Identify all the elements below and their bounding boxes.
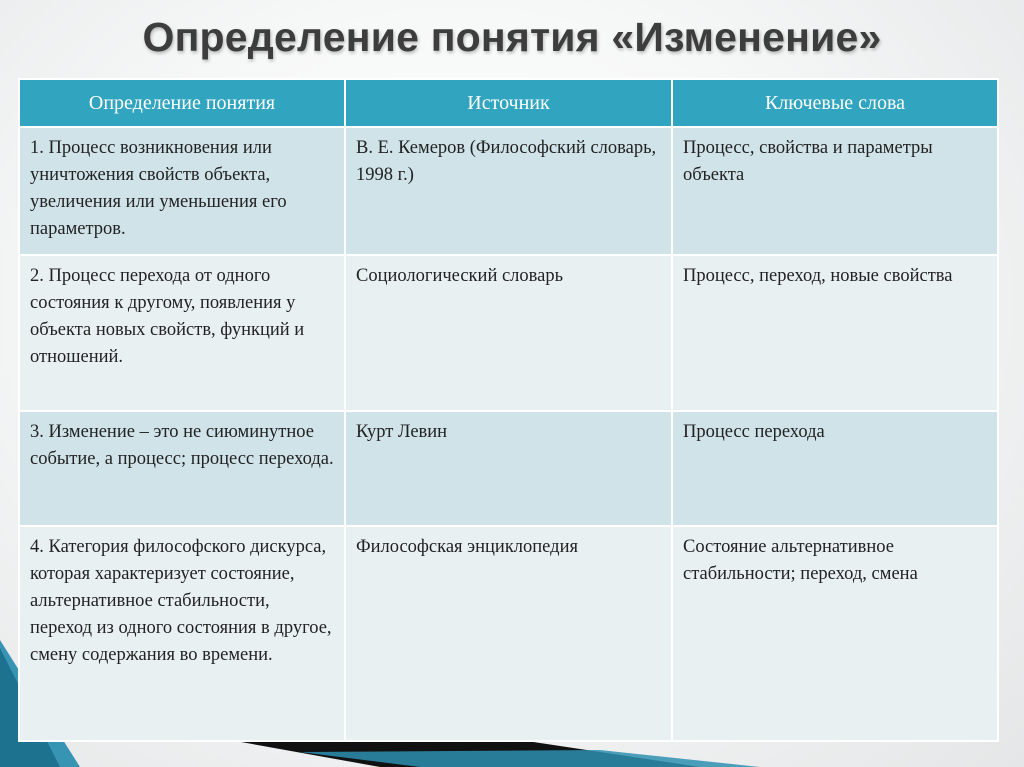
column-header-keywords: Ключевые слова: [672, 79, 998, 127]
column-header-source: Источник: [345, 79, 672, 127]
definition-cell: 2. Процесс перехода от одного состояния к другому, появления у объекта новых свойств, функций и отношений.: [19, 255, 345, 411]
keywords-cell: Процесс, переход, новые свойства: [672, 255, 998, 411]
source-cell: Философская энциклопедия: [345, 526, 672, 741]
slide-title: Определение понятия «Изменение»: [142, 14, 882, 60]
table-header-row: [19, 79, 998, 127]
source-cell: Курт Левин: [345, 411, 672, 526]
column-header-definition: Определение понятия: [19, 79, 345, 127]
table-row: [19, 411, 998, 526]
definitions-table: [18, 78, 999, 742]
table-row: [19, 255, 998, 411]
source-cell: Социологический словарь: [345, 255, 672, 411]
definition-cell: 1. Процесс возникновения или уничтожения свойств объекта, увеличения или уменьшения его параметров.: [19, 127, 345, 255]
keywords-cell: Процесс, свойства и параметры объекта: [672, 127, 998, 255]
definition-cell: 3. Изменение – это не сиюминутное событие, а процесс; процесс перехода.: [19, 411, 345, 526]
table-row: [19, 127, 998, 255]
keywords-cell: Процесс перехода: [672, 411, 998, 526]
source-cell: В. Е. Кемеров (Философский словарь, 1998 г.): [345, 127, 672, 255]
table-row: [19, 526, 998, 741]
definition-cell: 4. Категория философского дискурса, которая характеризует состояние, альтернативное стабильности, переход из одного состояния в другое, смену содержания во времени.: [19, 526, 345, 741]
keywords-cell: Состояние альтернативное стабильности; переход, смена: [672, 526, 998, 741]
definitions-table-container: [18, 78, 997, 740]
